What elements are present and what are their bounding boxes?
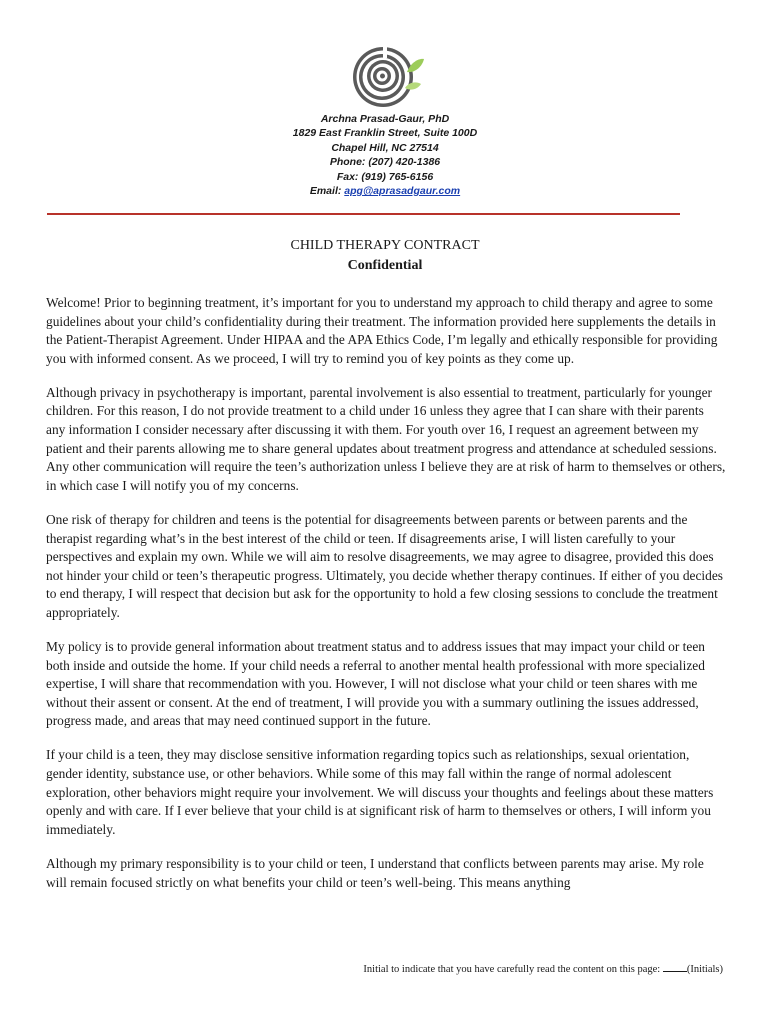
email-link[interactable]: apg@aprasadgaur.com: [344, 185, 461, 198]
spiral-leaf-logo: [345, 44, 425, 110]
phone-number: Phone: (207) 420-1386: [329, 156, 441, 169]
spiral-icon: [353, 46, 413, 107]
fax-number: Fax: (919) 765-6156: [336, 170, 434, 183]
contact-header: [0, 112, 770, 198]
paragraph-parent-conflicts: Although my primary responsibility is to your child or teen, I understand that conflicts between parents may arise. My role will remain focused strictly on what benefits your child or teen’s well-being. This means anything: [46, 855, 704, 890]
header-divider: [47, 213, 680, 215]
initials-blank[interactable]: [663, 962, 687, 972]
paragraph-parental-involvement: Although privacy in psychotherapy is important, parental involvement is also essential to treatment, particularly for younger children. For this reason, I do not provide treatment to a child under 16 unless they agree that I can share with their parents any information I consider necessary after discussing it with them. For youth over 16, I request an agreement between my patient and their parents allowing me to share general updates about treatment progress and attendance at scheduled sessions. Any other communication will require the teen’s authorization unless I believe they are at risk of harm to themselves or others, in which case I will notify you of my concerns.: [46, 384, 726, 493]
document-subtitle: Confidential: [347, 258, 423, 273]
initials-footer: [363, 962, 723, 977]
therapist-name: Archna Prasad-Gaur, PhD: [320, 113, 450, 125]
paragraph-disagreements: One risk of therapy for children and teens is the potential for disagreements between parents or between parents and the therapist regarding what’s in the best interest of the child or teen. If disagreements arise, I will listen carefully to your perspectives and explain my own. While we will aim to resolve disagreements, we may agree to disagree, provided this does not hinder your child or teen’s therapeutic progress. Ultimately, you decide whether therapy continues. If either of you decides to end therapy, I will respect that decision but ask for the opportunity to hold a few closing sessions to conclude the treatment appropriately.: [46, 511, 723, 620]
address-line-2: Chapel Hill, NC 27514: [331, 141, 439, 154]
initials-label: (Initials): [686, 964, 723, 975]
initials-instruction: Initial to indicate that you have carefully read the content on this page:: [363, 964, 663, 975]
address-line-1: 1829 East Franklin Street, Suite 100D: [292, 127, 478, 140]
paragraph-welcome: Welcome! Prior to beginning treatment, it’s important for you to understand my approach to child therapy and agree to some guidelines about your child’s confidentiality during their treatment. The information provided here supplements the details in the Patient-Therapist Agreement. Under HIPAA and the APA Ethics Code, I’m legally and ethically responsible for providing you with informed consent. As we proceed, I will try to remind you of key points as they come up.: [46, 295, 718, 366]
paragraph-teen-disclosure: If your child is a teen, they may disclose sensitive information regarding topics such as relationships, sexual orientation, gender identity, substance use, or other behaviors. While some of this may fall within the range of normal adolescent exploration, other behaviors might require your involvement. We will discuss your thoughts and feelings about these matters openly and with care. If I ever believe that your child is at significant risk of harm to themselves or others, I will inform you immediately.: [46, 747, 714, 837]
email-row: [0, 184, 770, 198]
paragraph-policy: My policy is to provide general information about treatment status and to address issues that may impact your child or teen both inside and outside the home. If your child needs a referral to another mental health professional with more specialized expertise, I will share that recommendation with you. However, I will not disclose what your child or teen shares with me without their assent or consent. At the end of treatment, I will provide you with a summary outlining the issues addressed, progress made, and areas that may need continued support in the future.: [46, 639, 705, 729]
contract-body: [46, 294, 726, 908]
email-label: Email:: [309, 185, 345, 198]
document-title: CHILD THERAPY CONTRACT: [290, 238, 480, 253]
